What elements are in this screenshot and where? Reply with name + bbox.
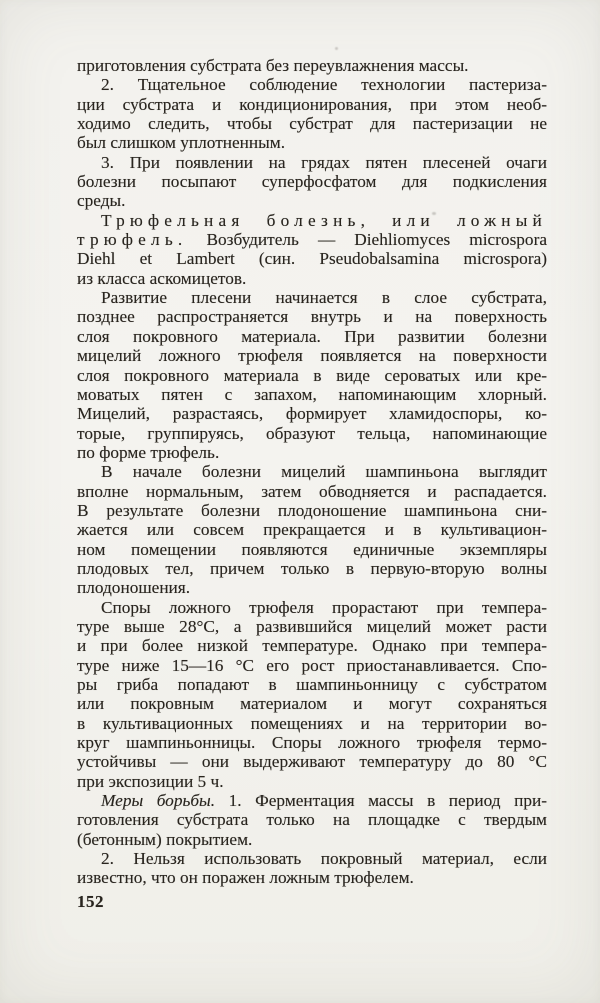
text-run: плодоношения.	[77, 578, 191, 598]
text-line	[77, 482, 547, 501]
text-line	[77, 56, 547, 75]
text-run: слоя покровного материала. При развитии болезни	[77, 326, 547, 346]
text-run: ции субстрата и кондиционирования, при этом необ-	[77, 94, 547, 114]
text-run: туре ниже 15—16 °С его рост приостанавливается. Спо-	[77, 655, 547, 675]
text-run: моватых пятен с запахом, напоминающим хлорный.	[77, 384, 547, 404]
letterspaced-text-run: Трюфельная болезнь, или ложный	[101, 210, 547, 230]
text-line	[77, 211, 547, 230]
text-line	[77, 791, 547, 810]
text-line	[77, 404, 547, 423]
text-run: при экспозиции 5 ч.	[77, 771, 224, 791]
text-block	[77, 56, 547, 888]
text-run: вполне нормальным, затем обводняется и распадается.	[77, 481, 547, 501]
text-line	[77, 559, 547, 578]
text-line	[77, 95, 547, 114]
text-run: или покровным материалом и могут сохраняться	[77, 694, 547, 714]
text-run: был слишком уплотненным.	[77, 133, 286, 153]
text-run: ном помещении появляются единичные экземпляры	[77, 539, 547, 559]
italic-text-run: Меры борьбы.	[101, 791, 216, 811]
text-line	[77, 191, 547, 210]
text-run: 2. Тщательное соблюдение технологии пастериза-	[101, 75, 547, 95]
text-line	[77, 540, 547, 559]
text-line	[77, 520, 547, 539]
text-line	[77, 714, 547, 733]
text-run: В начале болезни мицелий шампиньона выглядит	[101, 462, 547, 482]
text-line	[77, 656, 547, 675]
text-run: Споры ложного трюфеля прорастают при темпера-	[101, 597, 547, 617]
text-line	[77, 617, 547, 636]
text-run: ры гриба попадают в шампиньонницу с субстратом	[77, 675, 547, 694]
text-run: из класса аскомицетов.	[77, 268, 247, 288]
text-run: 1. Ферментация массы в период при-	[215, 791, 547, 811]
text-line	[77, 849, 547, 868]
text-line	[77, 366, 547, 385]
text-run: (бетонным) покрытием.	[77, 829, 253, 849]
text-line	[77, 424, 547, 443]
text-run: известно, что он поражен ложным трюфелем.	[77, 868, 414, 888]
text-line	[77, 578, 547, 597]
scan-speck	[347, 334, 351, 337]
scan-speck	[432, 212, 436, 215]
text-line	[77, 810, 547, 829]
text-line	[77, 675, 547, 694]
text-line	[77, 327, 547, 346]
text-line	[77, 868, 547, 887]
text-line	[77, 501, 547, 520]
text-run: приготовления субстрата без переувлажнения массы.	[77, 56, 469, 75]
text-run: Возбудитель — Diehliomyces microspora	[187, 230, 547, 250]
text-line	[77, 249, 547, 268]
text-line	[77, 752, 547, 771]
text-run: торые, группируясь, образуют тельца, напоминающие	[77, 423, 547, 443]
text-line	[77, 462, 547, 481]
text-line	[77, 443, 547, 462]
text-line	[77, 830, 547, 849]
text-run: устойчивы — они выдерживают температуру до 80 °С	[77, 752, 547, 772]
text-run: слоя покровного материала в виде сероватых или кре-	[77, 365, 547, 385]
text-line	[77, 269, 547, 288]
text-run: и при более низкой температуре. Однако при темпера-	[77, 636, 547, 656]
text-line	[77, 636, 547, 655]
text-line	[77, 598, 547, 617]
text-run: 3. При появлении на грядах пятен плесеней очаги	[101, 152, 547, 172]
text-run: мицелий ложного трюфеля появляется на поверхности	[77, 346, 547, 366]
text-line	[77, 772, 547, 791]
text-run: В результате болезни плодоношение шампиньона сни-	[77, 500, 547, 520]
text-line	[77, 75, 547, 94]
text-run: 2. Нельзя использовать покровный материал, если	[101, 849, 547, 869]
text-line	[77, 288, 547, 307]
text-run: Развитие плесени начинается в слое субстрата,	[101, 288, 547, 308]
text-run: Diehl et Lambert (син. Pseudobalsamina microspora)	[77, 249, 547, 269]
text-run: ходимо следить, чтобы субстрат для пастеризации не	[77, 114, 547, 134]
text-run: болезни посыпают суперфосфатом для подкисления	[77, 172, 547, 192]
text-run: туре выше 28°С, а развившийся мицелий может расти	[77, 616, 547, 636]
text-line	[77, 230, 547, 249]
text-line	[77, 153, 547, 172]
text-run: Мицелий, разрастаясь, формирует хламидоспоры, ко-	[77, 404, 547, 424]
text-run: в культивационных помещениях и на территории во-	[77, 713, 547, 733]
text-line	[77, 133, 547, 152]
text-run: жается или совсем прекращается и в культивацион-	[77, 520, 547, 540]
text-line	[77, 307, 547, 326]
letterspaced-text-run: трюфель.	[77, 230, 188, 250]
text-line	[77, 694, 547, 713]
text-run: среды.	[77, 191, 126, 211]
page-number: 152	[77, 892, 104, 911]
text-run: по форме трюфель.	[77, 442, 220, 462]
text-run: круг шампиньонницы. Споры ложного трюфеля термо-	[77, 733, 547, 753]
text-line	[77, 172, 547, 191]
scan-speck	[335, 47, 338, 50]
text-line	[77, 733, 547, 752]
text-line	[77, 346, 547, 365]
text-run: готовления субстрата только на площадке с твердым	[77, 810, 547, 830]
text-run: плодовых тел, причем только в первую-вторую волны	[77, 558, 547, 578]
text-run: позднее распространяется внутрь и на поверхность	[77, 307, 547, 327]
text-line	[77, 385, 547, 404]
text-line	[77, 114, 547, 133]
